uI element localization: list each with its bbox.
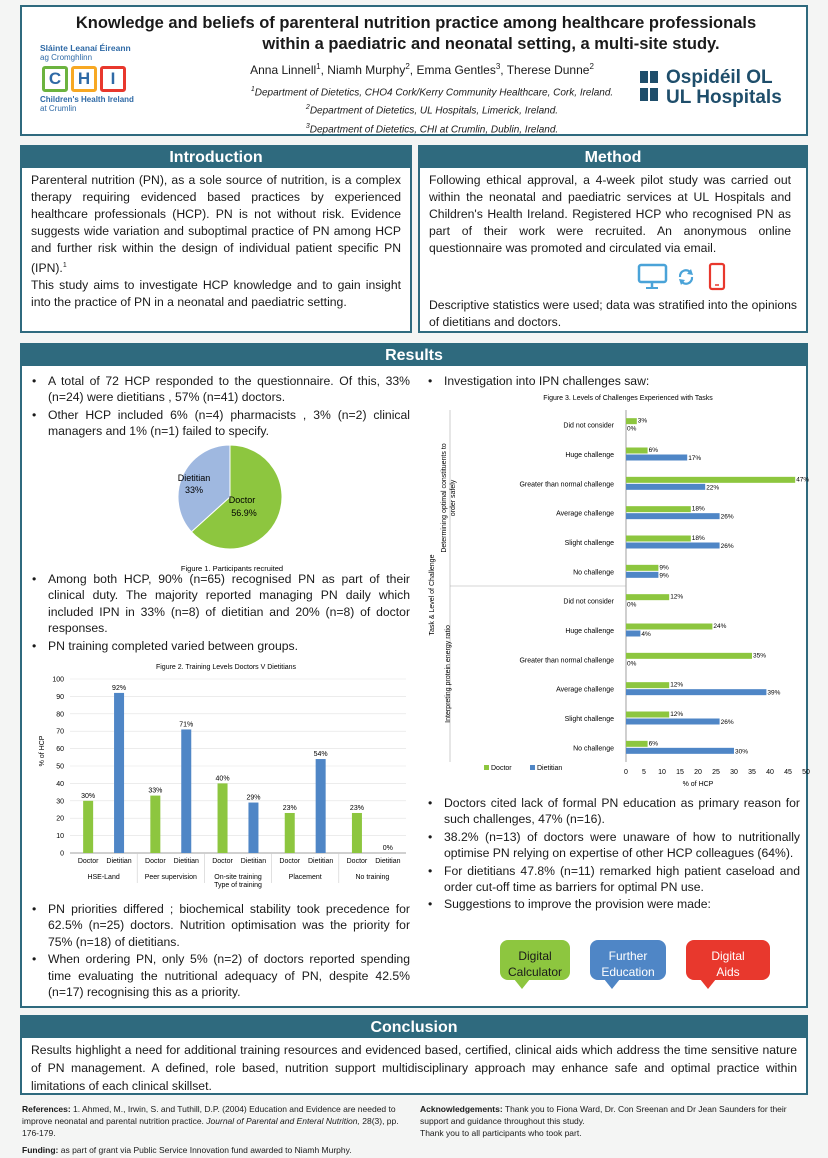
hbar-dietitian-label: 39% bbox=[767, 689, 781, 697]
poster-title-line1: Knowledge and beliefs of parenteral nutrition practice among healthcare professionals bbox=[75, 14, 757, 32]
hbar-legend-swatch bbox=[484, 765, 489, 770]
ul-hospitals-logo bbox=[640, 67, 808, 107]
training-levels-bar-chart bbox=[30, 661, 414, 889]
bar-category-label: Peer supervision bbox=[144, 874, 197, 881]
hbar-dietitian-label: 0% bbox=[627, 425, 637, 433]
hbar-x-tick-label: 30 bbox=[730, 769, 738, 776]
bar-category-label: No training bbox=[355, 874, 390, 881]
sync-icon bbox=[676, 267, 696, 287]
introduction-paragraph-1: Parenteral nutrition (PN), as a sole source of nutrition, is a complex therapy requiring evidenced based practices by experienced healthcare professionals (HCP). PN is not without risk. Evidence suggests wide variation and suboptimal practice of PN among HCP and further risk within the design of individual patient specific PN (IPN). bbox=[31, 173, 401, 276]
challenges-horizontal-bar-chart bbox=[420, 390, 810, 795]
bar-data-label: 0% bbox=[382, 845, 393, 852]
bar-y-tick-label: 30 bbox=[56, 798, 64, 806]
results-right-top-bullet bbox=[422, 373, 802, 390]
result-bullet-dietitian-barriers: • For dietitians 47.8% (n=11) remarked high patient caseload and order cut-off time as barriers for optimal PN use. bbox=[422, 863, 800, 896]
hbar-doctor bbox=[626, 682, 669, 688]
results-heading: Results bbox=[22, 345, 806, 366]
hbar-x-tick-label: 0 bbox=[624, 769, 628, 776]
author-4: Therese Dunne$^2$ bbox=[506, 62, 594, 77]
hbar-legend-label: Doctor bbox=[491, 765, 512, 772]
bar-series-tick: Dietitian bbox=[240, 858, 267, 865]
pie-value-doctor: 56.9% bbox=[231, 508, 257, 518]
hbar-category-label: Huge challenge bbox=[565, 452, 614, 459]
hbar-x-tick-label: 25 bbox=[712, 769, 720, 776]
hbar-x-tick-label: 50 bbox=[802, 769, 810, 776]
hbar-doctor bbox=[626, 418, 637, 424]
chi-logo-irish-sub: ag Cromghlinn bbox=[40, 53, 93, 62]
hbar-x-tick-label: 10 bbox=[658, 769, 666, 776]
introduction-panel bbox=[20, 145, 412, 333]
result-bullet-doctor-unaware: • 38.2% (n=13) of doctors were unaware of how to nutritionally optimise PN relying on expertise of other HCP colleagues (64%). bbox=[422, 829, 800, 862]
suggestion-digital-aids: Digital Aids bbox=[686, 940, 770, 980]
results-left-bullets-1 bbox=[26, 373, 410, 441]
hbar-doctor bbox=[626, 506, 691, 512]
chi-logo-irish-name: Sláinte Leanaí Éireann bbox=[40, 43, 131, 53]
hbar-dietitian bbox=[626, 513, 720, 519]
hbar-x-tick-label: 5 bbox=[642, 769, 646, 776]
bar-data-label: 71% bbox=[179, 721, 194, 729]
bar-doctor-4 bbox=[352, 813, 362, 853]
ul-hospitals-english-name: UL Hospitals bbox=[666, 87, 782, 108]
bar-category-label: Placement bbox=[288, 874, 322, 881]
hbar-doctor bbox=[626, 624, 712, 630]
hbar-chart-ylabel: Task & Level of Challenge bbox=[429, 554, 436, 636]
hbar-dietitian bbox=[626, 631, 640, 637]
hbar-dietitian bbox=[626, 748, 734, 754]
hbar-category-label: No challenge bbox=[573, 569, 614, 577]
monitor-icon bbox=[638, 263, 668, 289]
pie-chart-caption: Figure 1. Participants recruited bbox=[180, 564, 284, 573]
hbar-dietitian-label: 9% bbox=[659, 572, 669, 580]
bar-y-tick-label: 20 bbox=[56, 815, 64, 823]
hbar-dietitian bbox=[626, 455, 687, 461]
hbar-dietitian bbox=[626, 719, 720, 725]
suggestion-digital-calculator: Digital Calculator bbox=[500, 940, 570, 980]
hbar-x-tick-label: 15 bbox=[676, 769, 684, 776]
bar-data-label: 23% bbox=[349, 804, 364, 812]
department-3: $^3$Department of Dietetics, CHI at Crumlin, Dublin, Ireland. bbox=[305, 122, 559, 135]
hbar-category-label: Average challenge bbox=[556, 686, 614, 694]
bar-y-tick-label: 70 bbox=[56, 728, 64, 736]
bar-doctor-2 bbox=[218, 783, 228, 853]
hbar-dietitian bbox=[626, 543, 720, 549]
result-bullet-other-hcp: • Other HCP included 6% (n=4) pharmacists , 3% (n=2) clinical managers and 1% (n=1) failed to specify. bbox=[26, 407, 410, 440]
bar-dietitian-3 bbox=[316, 759, 326, 853]
hbar-dietitian bbox=[626, 484, 705, 490]
hbar-doctor bbox=[626, 712, 669, 718]
author-2: Niamh Murphy$^2$, bbox=[327, 62, 417, 77]
hbar-x-tick-label: 45 bbox=[784, 769, 792, 776]
bar-dietitian-0 bbox=[114, 693, 124, 853]
bar-dietitian-1 bbox=[181, 729, 191, 853]
references: References: 1. Ahmed, M., Irwin, S. and Tuthill, D.P. (2004) Education and Evidence are needed to improve neonatal and parental nutrition practice. Journal of Parental and Enteral Nutrition, 28(3), pp. 176-179. bbox=[22, 1104, 399, 1138]
pie-label-dietitian: Dietitian bbox=[177, 473, 211, 483]
pie-label-doctor: Doctor bbox=[228, 495, 256, 505]
hbar-doctor-label: 18% bbox=[691, 505, 705, 513]
hbar-doctor bbox=[626, 741, 648, 747]
hbar-dietitian-label: 0% bbox=[627, 660, 637, 668]
chi-letter-c: C bbox=[42, 66, 68, 92]
hbar-category-label: Slight challenge bbox=[564, 716, 614, 723]
hbar-doctor bbox=[626, 448, 648, 454]
acknowledgements-participants: Thank you to all participants who took part. bbox=[420, 1128, 582, 1138]
method-paragraph-1: Following ethical approval, a 4-week pilot study was carried out within the neonatal and paediatric services at UL Hospitals and Children's Health Ireland. Registered HCP who recognised PN as part of their work were recruited. An anonymous online questionnaire was promoted and circulated via email. bbox=[429, 173, 791, 255]
result-bullet-respondents: • A total of 72 HCP responded to the questionnaire. Of this, 33% (n=24) were dietitians , 57% (n=41) doctors. bbox=[26, 373, 410, 406]
bar-series-tick: Doctor bbox=[212, 858, 233, 865]
bar-category-label: On-site training bbox=[214, 874, 262, 881]
hbar-dietitian-label: 22% bbox=[706, 484, 720, 492]
acknowledgements: Acknowledgements: Thank you to Fiona Ward, Dr. Con Sreenan and Dr Jean Saunders for their support and guidance throughout this study. Thank you to all participants who took part. bbox=[420, 1103, 808, 1139]
hbar-doctor-label: 9% bbox=[659, 564, 669, 572]
hbar-dietitian-label: 26% bbox=[720, 513, 734, 521]
hbar-dietitian-label: 4% bbox=[641, 631, 651, 638]
department-2: $^2$Department of Dietetics, UL Hospitals, Limerick, Ireland. bbox=[305, 104, 559, 117]
method-heading: Method bbox=[420, 147, 806, 168]
hbar-doctor bbox=[626, 536, 691, 542]
hbar-doctor bbox=[626, 477, 795, 483]
bar-data-label: 54% bbox=[313, 751, 328, 759]
bar-category-label: HSE-Land bbox=[87, 874, 120, 881]
hbar-category-label: Greater than normal challenge bbox=[519, 481, 614, 489]
bar-series-tick: Doctor bbox=[77, 858, 99, 865]
hbar-doctor bbox=[626, 565, 658, 571]
method-paragraph-2: Descriptive statistics were used; data was stratified into the opinions of dietitians and doctors. bbox=[429, 298, 797, 329]
hbar-doctor-label: 6% bbox=[648, 740, 659, 748]
hbar-chart-xlabel: % of HCP bbox=[682, 781, 714, 788]
hbar-dietitian-label: 26% bbox=[720, 719, 734, 726]
bar-y-tick-label: 90 bbox=[56, 693, 64, 701]
introduction-paragraph-2: This study aims to investigate HCP knowledge and to gain insight into the practice of PN in a neonatal and paediatric setting. bbox=[31, 278, 401, 310]
bar-series-tick: Dietitian bbox=[173, 858, 199, 865]
bar-y-tick-label: 40 bbox=[56, 780, 64, 788]
bar-series-tick: Dietitian bbox=[106, 858, 132, 865]
chi-logo-letters bbox=[42, 66, 160, 92]
bar-chart-title: Figure 2. Training Levels Doctors V Dietitians bbox=[155, 664, 297, 671]
bar-y-tick-label: 50 bbox=[56, 763, 64, 771]
bar-data-label: 33% bbox=[148, 787, 163, 795]
bar-doctor-0 bbox=[83, 801, 93, 853]
results-left-bullets-2 bbox=[26, 571, 410, 655]
hbar-doctor-label: 3% bbox=[637, 417, 648, 425]
hbar-doctor-label: 24% bbox=[713, 623, 727, 630]
bar-series-tick: Doctor bbox=[145, 858, 166, 865]
hbar-x-tick-label: 20 bbox=[694, 769, 702, 776]
result-bullet-suggestions: • Suggestions to improve the provision were made: bbox=[422, 896, 800, 912]
bar-y-tick-label: 10 bbox=[56, 833, 64, 841]
hbar-group-label: Interpreting protein energy ratio bbox=[445, 625, 452, 723]
bar-data-label: 23% bbox=[282, 804, 297, 812]
author-list bbox=[202, 62, 642, 77]
conclusion-panel bbox=[20, 1015, 808, 1095]
funding: Funding: as part of grant via Public Service Innovation fund awarded to Niamh Murphy. bbox=[22, 1145, 352, 1155]
conclusion-text: Results highlight a need for additional training resources and evidenced based, certified, clinical aids which address the time sensitive nature of PN management. A defined, role based, nutrition support multidisciplinary approach may enhance safe and optimal practice within limitations of each clinical skillset. bbox=[31, 1043, 797, 1093]
results-left-bullets-3 bbox=[26, 901, 410, 1001]
bar-series-tick: Dietitian bbox=[308, 858, 334, 865]
results-right-bullets bbox=[422, 795, 800, 914]
device-icons bbox=[638, 263, 738, 291]
hbar-dietitian bbox=[626, 572, 658, 578]
hbar-category-label: Average challenge bbox=[556, 510, 614, 518]
hbar-category-label: Huge challenge bbox=[565, 628, 614, 635]
poster-title bbox=[72, 13, 760, 55]
suggestion-further-education: Further Education bbox=[590, 940, 666, 980]
header-panel bbox=[20, 5, 808, 136]
chi-logo-english-name: Children's Health Ireland bbox=[40, 95, 134, 104]
smartphone-icon bbox=[708, 263, 726, 291]
hbar-category-label: No challenge bbox=[573, 745, 614, 753]
hbar-x-tick-label: 35 bbox=[748, 769, 756, 776]
bar-chart-ylabel: % of HCP bbox=[39, 735, 46, 767]
hbar-doctor-label: 47% bbox=[796, 476, 810, 484]
bar-doctor-1 bbox=[150, 796, 160, 853]
hbar-dietitian-label: 17% bbox=[688, 455, 702, 462]
bar-data-label: 30% bbox=[81, 792, 96, 800]
bar-chart-xlabel: Type of training bbox=[214, 882, 262, 889]
introduction-text: Parenteral nutrition (PN), as a sole source of nutrition, is a complex therapy requiring evidenced based practices by experienced healthcare professionals (HCP). PN is not without risk. Evidence suggests wide variation and suboptimal practice of PN among HCP and further risk within the design of individual patient specific PN (IPN).$^1$ bbox=[31, 173, 401, 276]
author-1: Anna Linnell$^1$, bbox=[250, 62, 328, 77]
bar-y-tick-label: 0 bbox=[60, 850, 64, 858]
result-bullet-doctor-education: • Doctors cited lack of formal PN education as primary reason for such challenges, 47% (n=16). bbox=[422, 795, 800, 828]
bar-y-tick-label: 80 bbox=[56, 711, 64, 719]
result-bullet-recognised-pn: • Among both HCP, 90% (n=65) recognised PN as part of their clinical duty. The majority reported managing PN daily which included IPN in 33% (n=8) of dietitian and 20% (n=8) of doctor responses. bbox=[26, 571, 410, 637]
introduction-heading: Introduction bbox=[22, 147, 410, 168]
hbar-dietitian bbox=[626, 689, 766, 695]
result-bullet-ipn-challenges: • Investigation into IPN challenges saw: bbox=[422, 373, 802, 389]
bar-data-label: 40% bbox=[215, 775, 230, 783]
hbar-doctor-label: 12% bbox=[670, 711, 684, 718]
chi-logo bbox=[40, 43, 160, 133]
result-bullet-pn-training: • PN training completed varied between groups. bbox=[26, 638, 410, 654]
bar-series-tick: Doctor bbox=[279, 858, 301, 865]
hbar-chart-title: Figure 3. Levels of Challenges Experienced with Tasks bbox=[543, 395, 713, 402]
conclusion-heading: Conclusion bbox=[22, 1017, 806, 1038]
ul-hospitals-emblem-icon bbox=[640, 71, 660, 101]
bar-y-tick-label: 100 bbox=[52, 676, 64, 684]
chi-letter-i: I bbox=[100, 66, 126, 92]
department-list bbox=[202, 82, 662, 137]
chi-logo-english-sub: at Crumlin bbox=[40, 104, 77, 113]
author-3: Emma Gentles$^3$, bbox=[416, 62, 507, 77]
hbar-doctor-label: 12% bbox=[670, 593, 684, 601]
bar-y-tick-label: 60 bbox=[56, 746, 64, 754]
hbar-dietitian-label: 0% bbox=[627, 601, 637, 609]
hbar-doctor bbox=[626, 594, 669, 600]
hbar-group-label: order safely bbox=[450, 479, 457, 517]
hbar-legend-swatch bbox=[530, 765, 535, 770]
bar-series-tick: Dietitian bbox=[375, 858, 401, 865]
hbar-doctor-label: 12% bbox=[670, 681, 684, 689]
poster-title-line2: within a paediatric and neonatal setting, a multi-site study. bbox=[262, 35, 720, 53]
bar-data-label: 92% bbox=[112, 684, 127, 692]
participants-pie-chart bbox=[112, 445, 332, 575]
ul-hospitals-irish-name: Ospidéil OL bbox=[666, 67, 773, 88]
method-panel bbox=[418, 145, 808, 333]
hbar-dietitian-label: 26% bbox=[720, 543, 734, 550]
hbar-doctor-label: 6% bbox=[648, 447, 659, 454]
hbar-legend-label: Dietitian bbox=[537, 765, 563, 772]
bar-dietitian-2 bbox=[248, 803, 258, 853]
bar-doctor-3 bbox=[285, 813, 295, 853]
hbar-category-label: Did not consider bbox=[563, 422, 614, 430]
hbar-doctor-label: 18% bbox=[691, 535, 705, 542]
hbar-doctor bbox=[626, 653, 752, 659]
hbar-category-label: Greater than normal challenge bbox=[519, 657, 614, 665]
hbar-doctor-label: 35% bbox=[753, 652, 767, 660]
bar-series-tick: Doctor bbox=[346, 858, 368, 865]
bar-data-label: 29% bbox=[246, 794, 261, 802]
hbar-x-tick-label: 40 bbox=[766, 769, 774, 776]
result-bullet-pn-priorities: • PN priorities differed ; biochemical stability took precedence for 62.5% (n=25) doctors. Nutrition optimisation was the priority for 75% (n=18) of dietitians. bbox=[26, 901, 410, 950]
chi-letter-h: H bbox=[71, 66, 97, 92]
result-bullet-ordering-pn: • When ordering PN, only 5% (n=2) of doctors reported spending time evaluating the nutritional adequacy of PN, despite 42.5% (n=17) recognising this as a priority. bbox=[26, 951, 410, 1000]
results-panel bbox=[20, 343, 808, 1008]
hbar-group-label: Determining optimal constituents to bbox=[441, 443, 448, 553]
hbar-dietitian-label: 30% bbox=[735, 748, 749, 756]
hbar-category-label: Did not consider bbox=[563, 598, 614, 606]
pie-value-dietitian: 33% bbox=[184, 485, 204, 495]
hbar-category-label: Slight challenge bbox=[564, 540, 614, 547]
department-1: $^1$Department of Dietetics, CHO4 Cork/Kerry Community Healthcare, Cork, Ireland. bbox=[250, 86, 614, 99]
